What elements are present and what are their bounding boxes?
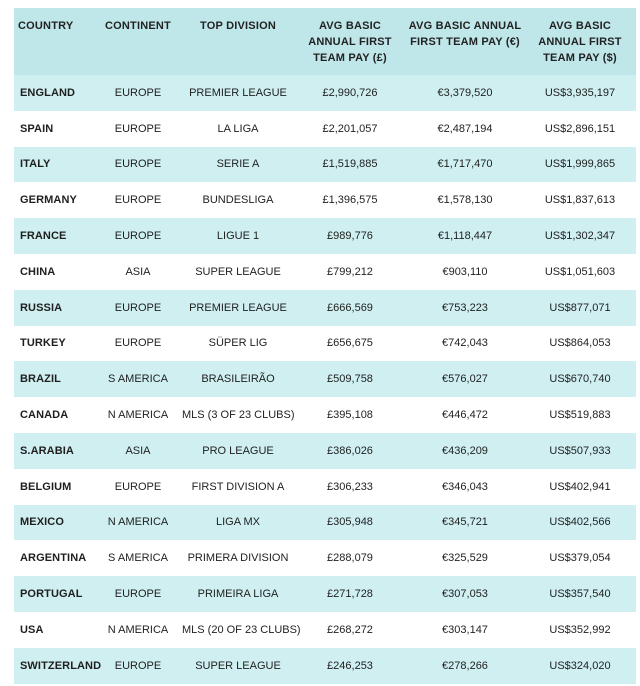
table-row — [14, 397, 636, 433]
cell-continent: ASIA — [125, 444, 151, 457]
table-row — [14, 290, 636, 326]
cell-pay-gbp: £799,212 — [327, 265, 373, 278]
cell-top-division: LIGUE 1 — [216, 230, 260, 243]
cell-continent: EUROPE — [114, 301, 162, 314]
cell-country: ENGLAND — [20, 86, 76, 99]
cell-pay-usd: US$1,302,347 — [544, 230, 616, 243]
column-header-pay-eur: AVG BASIC ANNUAL FIRST TEAM PAY (€) — [408, 20, 522, 48]
cell-continent: EUROPE — [114, 158, 162, 171]
table-row — [14, 612, 636, 648]
cell-pay-eur: €436,209 — [442, 444, 488, 457]
pay-table — [14, 8, 636, 684]
cell-top-division: SERIE A — [216, 158, 260, 171]
cell-pay-usd: US$1,051,603 — [544, 265, 616, 278]
cell-country: RUSSIA — [20, 301, 63, 314]
table-header — [14, 8, 636, 75]
cell-pay-gbp: £288,079 — [327, 552, 373, 565]
cell-pay-eur: €576,027 — [442, 373, 488, 386]
cell-top-division: PRIMERA DIVISION — [187, 552, 289, 565]
cell-pay-eur: €2,487,194 — [437, 122, 493, 135]
cell-pay-gbp: £656,675 — [327, 337, 373, 350]
column-header-continent: CONTINENT — [105, 20, 171, 32]
cell-top-division: PRIMEIRA LIGA — [197, 588, 279, 601]
cell-pay-gbp: £1,396,575 — [322, 194, 378, 207]
cell-country: GERMANY — [20, 194, 77, 207]
cell-country: MEXICO — [20, 516, 64, 529]
cell-continent: EUROPE — [114, 86, 162, 99]
cell-pay-usd: US$670,740 — [549, 373, 611, 386]
table-row — [14, 648, 636, 684]
cell-continent: EUROPE — [114, 588, 162, 601]
pay-table-container — [14, 8, 636, 684]
cell-pay-usd: US$2,896,151 — [544, 122, 616, 135]
cell-pay-eur: €742,043 — [442, 337, 488, 350]
cell-continent: S AMERICA — [108, 552, 168, 565]
cell-continent: N AMERICA — [107, 409, 169, 422]
cell-pay-eur: €753,223 — [442, 301, 488, 314]
column-header-pay-usd: AVG BASIC ANNUAL FIRST TEAM PAY ($) — [538, 20, 622, 64]
cell-top-division: MLS (3 OF 23 CLUBS) — [182, 409, 295, 422]
cell-continent: EUROPE — [114, 659, 162, 672]
cell-top-division: FIRST DIVISION A — [191, 480, 285, 493]
cell-continent: N AMERICA — [107, 623, 169, 636]
cell-pay-usd: US$379,054 — [549, 552, 611, 565]
cell-country: PORTUGAL — [20, 588, 83, 601]
cell-continent: EUROPE — [114, 480, 162, 493]
cell-top-division: MLS (20 OF 23 CLUBS) — [182, 623, 301, 636]
table-row — [14, 361, 636, 397]
cell-country: ITALY — [20, 158, 51, 171]
cell-continent: S AMERICA — [108, 373, 168, 386]
cell-country: S.ARABIA — [20, 444, 74, 457]
cell-pay-eur: €446,472 — [442, 409, 488, 422]
cell-pay-eur: €3,379,520 — [437, 86, 493, 99]
cell-pay-usd: US$877,071 — [549, 301, 611, 314]
cell-continent: EUROPE — [114, 122, 162, 135]
cell-top-division: SUPER LEAGUE — [195, 265, 281, 278]
cell-top-division: SUPER LEAGUE — [195, 659, 281, 672]
table-row — [14, 576, 636, 612]
cell-top-division: BRASILEIRÃO — [201, 373, 275, 386]
cell-pay-eur: €345,721 — [442, 516, 488, 529]
cell-pay-eur: €278,266 — [442, 659, 488, 672]
column-header-top-division: TOP DIVISION — [200, 20, 276, 32]
cell-pay-gbp: £306,233 — [327, 480, 373, 493]
cell-pay-usd: US$402,566 — [549, 516, 611, 529]
cell-pay-eur: €325,529 — [442, 552, 488, 565]
cell-pay-gbp: £246,253 — [327, 659, 373, 672]
cell-top-division: PRO LEAGUE — [202, 444, 274, 457]
cell-pay-eur: €346,043 — [442, 480, 488, 493]
cell-continent: N AMERICA — [107, 516, 169, 529]
cell-country: BELGIUM — [20, 480, 72, 493]
cell-pay-usd: US$402,941 — [549, 480, 611, 493]
cell-pay-usd: US$519,883 — [549, 409, 611, 422]
cell-top-division: LIGA MX — [215, 516, 261, 529]
cell-pay-usd: US$352,992 — [549, 623, 611, 636]
table-row — [14, 75, 636, 111]
table-row — [14, 111, 636, 147]
cell-country: USA — [20, 623, 44, 636]
cell-pay-usd: US$357,540 — [549, 588, 611, 601]
column-header-pay-gbp: AVG BASIC ANNUAL FIRST TEAM PAY (£) — [308, 20, 392, 64]
cell-pay-gbp: £989,776 — [327, 230, 373, 243]
table-row — [14, 254, 636, 290]
table-row — [14, 505, 636, 541]
cell-country: CANADA — [20, 409, 69, 422]
cell-continent: EUROPE — [114, 230, 162, 243]
table-row — [14, 540, 636, 576]
cell-pay-gbp: £395,108 — [327, 409, 373, 422]
cell-pay-eur: €1,717,470 — [437, 158, 493, 171]
table-row — [14, 433, 636, 469]
cell-continent: EUROPE — [114, 194, 162, 207]
cell-pay-gbp: £271,728 — [327, 588, 373, 601]
table-row — [14, 147, 636, 183]
cell-pay-usd: US$1,837,613 — [544, 194, 616, 207]
cell-pay-gbp: £305,948 — [327, 516, 373, 529]
cell-pay-gbp: £2,201,057 — [322, 122, 378, 135]
cell-top-division: SÜPER LIG — [208, 337, 268, 350]
cell-pay-gbp: £509,758 — [327, 373, 373, 386]
cell-pay-eur: €903,110 — [442, 265, 488, 278]
table-row — [14, 218, 636, 254]
cell-country: SWITZERLAND — [20, 659, 102, 672]
table-body — [14, 75, 636, 684]
cell-country: BRAZIL — [20, 373, 61, 386]
cell-pay-usd: US$1,999,865 — [544, 158, 616, 171]
cell-pay-gbp: £666,569 — [327, 301, 373, 314]
cell-top-division: LA LIGA — [217, 122, 259, 135]
column-header-country: COUNTRY — [18, 20, 74, 32]
cell-pay-eur: €307,053 — [442, 588, 488, 601]
table-row — [14, 326, 636, 362]
cell-country: ARGENTINA — [20, 552, 87, 565]
cell-pay-eur: €1,578,130 — [437, 194, 493, 207]
cell-pay-gbp: £386,026 — [327, 444, 373, 457]
cell-pay-gbp: £1,519,885 — [322, 158, 378, 171]
cell-pay-eur: €1,118,447 — [437, 230, 493, 243]
cell-country: CHINA — [20, 265, 56, 278]
cell-pay-usd: US$507,933 — [549, 444, 611, 457]
cell-country: SPAIN — [20, 122, 54, 135]
header-row — [14, 8, 636, 75]
cell-continent: EUROPE — [114, 337, 162, 350]
cell-top-division: PREMIER LEAGUE — [189, 86, 287, 99]
cell-country: FRANCE — [20, 230, 67, 243]
cell-pay-eur: €303,147 — [442, 623, 488, 636]
table-row — [14, 469, 636, 505]
cell-country: TURKEY — [20, 337, 66, 350]
cell-top-division: BUNDESLIGA — [202, 194, 274, 207]
cell-pay-usd: US$3,935,197 — [544, 86, 616, 99]
cell-top-division: PREMIER LEAGUE — [189, 301, 287, 314]
cell-pay-gbp: £268,272 — [327, 623, 373, 636]
cell-pay-usd: US$324,020 — [549, 659, 611, 672]
cell-continent: ASIA — [125, 265, 151, 278]
cell-pay-usd: US$864,053 — [549, 337, 611, 350]
table-row — [14, 182, 636, 218]
cell-pay-gbp: £2,990,726 — [322, 86, 378, 99]
